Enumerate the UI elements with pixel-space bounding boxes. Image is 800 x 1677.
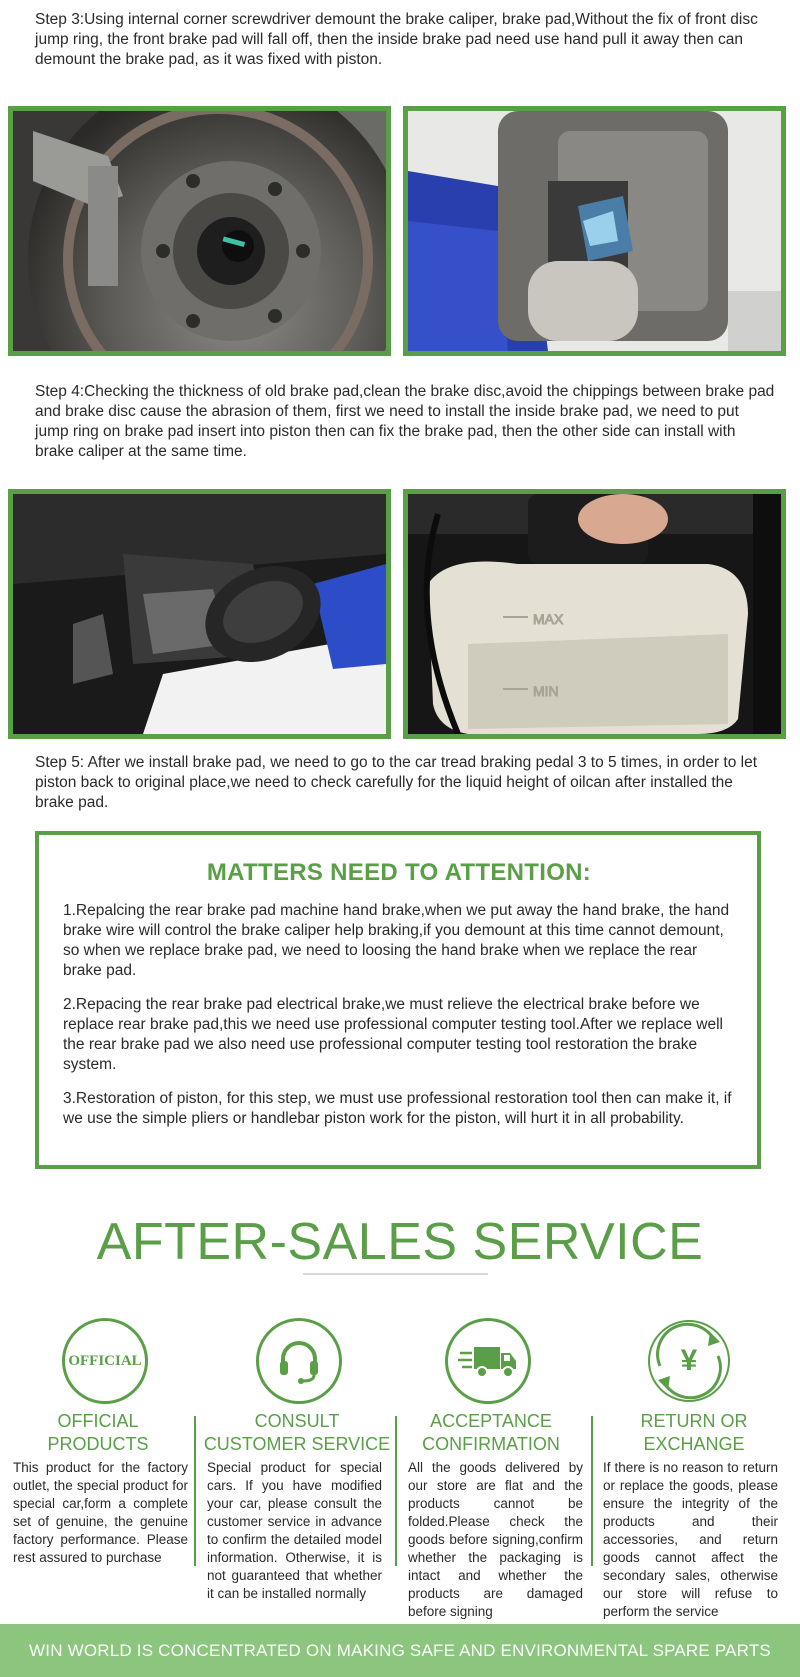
after-sales-title: AFTER-SALES SERVICE: [96, 1213, 704, 1271]
attention-item-1: 1.Repalcing the rear brake pad machine hand brake,when we put away the hand brake, the hand brake wire will control the brake caliper help braking,if you demount at this time cannot demount, so when we replace brake pad, we need to loosing the hand brake when we replace the rear brake pad.: [63, 902, 730, 979]
headset-icon: [256, 1318, 342, 1404]
acceptance-confirmation-desc: All the goods delivered by our store are flat and the products cannot be folded.Please check the goods before signing,confirm whether the packaging is intact and whether the products are damaged before signing: [408, 1460, 583, 1619]
official-seal-text: OFFICIAL: [68, 1352, 142, 1369]
attention-box: [35, 831, 761, 1169]
brake-disc-photo: [8, 106, 391, 356]
brake-pedal-photo: [8, 489, 391, 739]
step-5-text: Step 5: After we install brake pad, we need to go to the car tread braking pedal 3 to 5 times, in order to let piston back to original place,we need to check carefully for the liquid height of oilcan after installed the brake pad.: [35, 754, 758, 811]
step-4-text: Step 4:Checking the thickness of old brake pad,clean the brake disc,avoid the chippings between brake pad and brake disc cause the abrasion of them, first we need to install the inside brake pad, we need to put jump ring on brake pad insert into piston then can fix the brake pad, then the other side can install with brake caliper at the same time.: [35, 383, 775, 460]
service-divider: [591, 1416, 593, 1566]
official-seal-icon: [62, 1318, 148, 1404]
attention-item-3: 3.Restoration of piston, for this step, we must use professional restoration tool then can make it, if we use the simple pliers or handlebar piston work for the piston, will hurt it in all probability.: [63, 1090, 732, 1127]
brake-caliper-photo: [403, 106, 786, 356]
service-divider: [395, 1416, 397, 1566]
return-exchange-desc: If there is no reason to return or replace the goods, please ensure the integrity of the products and their accessories, and return goods cannot affect the secondary sales, otherwise our store will refuse to perform the service: [603, 1460, 778, 1619]
acceptance-confirmation-title: ACCEPTANCE CONFIRMATION: [422, 1411, 560, 1454]
consult-service-title: CONSULT CUSTOMER SERVICE: [203, 1411, 391, 1454]
footer-banner: WIN WORLD IS CONCENTRATED ON MAKING SAFE AND ENVIRONMENTAL SPARE PARTS: [0, 1624, 800, 1677]
attention-title: MATTERS NEED TO ATTENTION:: [206, 859, 592, 886]
reservoir-max-label: MAX: [533, 611, 564, 627]
yen-symbol: ¥: [680, 1344, 698, 1377]
return-exchange-title: RETURN OR EXCHANGE: [640, 1411, 748, 1454]
consult-service-desc: Special product for special cars. If you have modified your car, please consult the customer service in advance to confirm the detailed model information. Otherwise, it is not guaranteed that whether it can be installed normally: [207, 1460, 382, 1601]
official-products-desc: This product for the factory outlet, the special product for special car,form a complete set of genuine, the genuine factory performance. Please rest assured to purchase: [13, 1460, 188, 1565]
brake-fluid-reservoir-photo: [403, 489, 786, 739]
yen-exchange-icon: [646, 1318, 732, 1404]
reservoir-min-label: MIN: [533, 683, 559, 699]
after-sales-underline: [303, 1273, 488, 1275]
step-3-text: Step 3:Using internal corner screwdriver demount the brake caliper, brake pad,Without the fix of front disc jump ring, the front brake pad will fall off, then the inside brake pad need use hand pull it away then can demount the brake pad, as it was fixed with piston.: [35, 11, 758, 68]
delivery-truck-icon: [445, 1318, 531, 1404]
service-divider: [194, 1416, 196, 1566]
attention-item-2: 2.Repacing the rear brake pad electrical brake,we must relieve the electrical brake before we replace rear brake pad,this we need use professional computer testing tool.After we replace well the rear brake pad we also need use professional computer testing tool restoration the brake system.: [63, 996, 723, 1073]
official-products-title: OFFICIAL PRODUCTS: [47, 1411, 149, 1454]
